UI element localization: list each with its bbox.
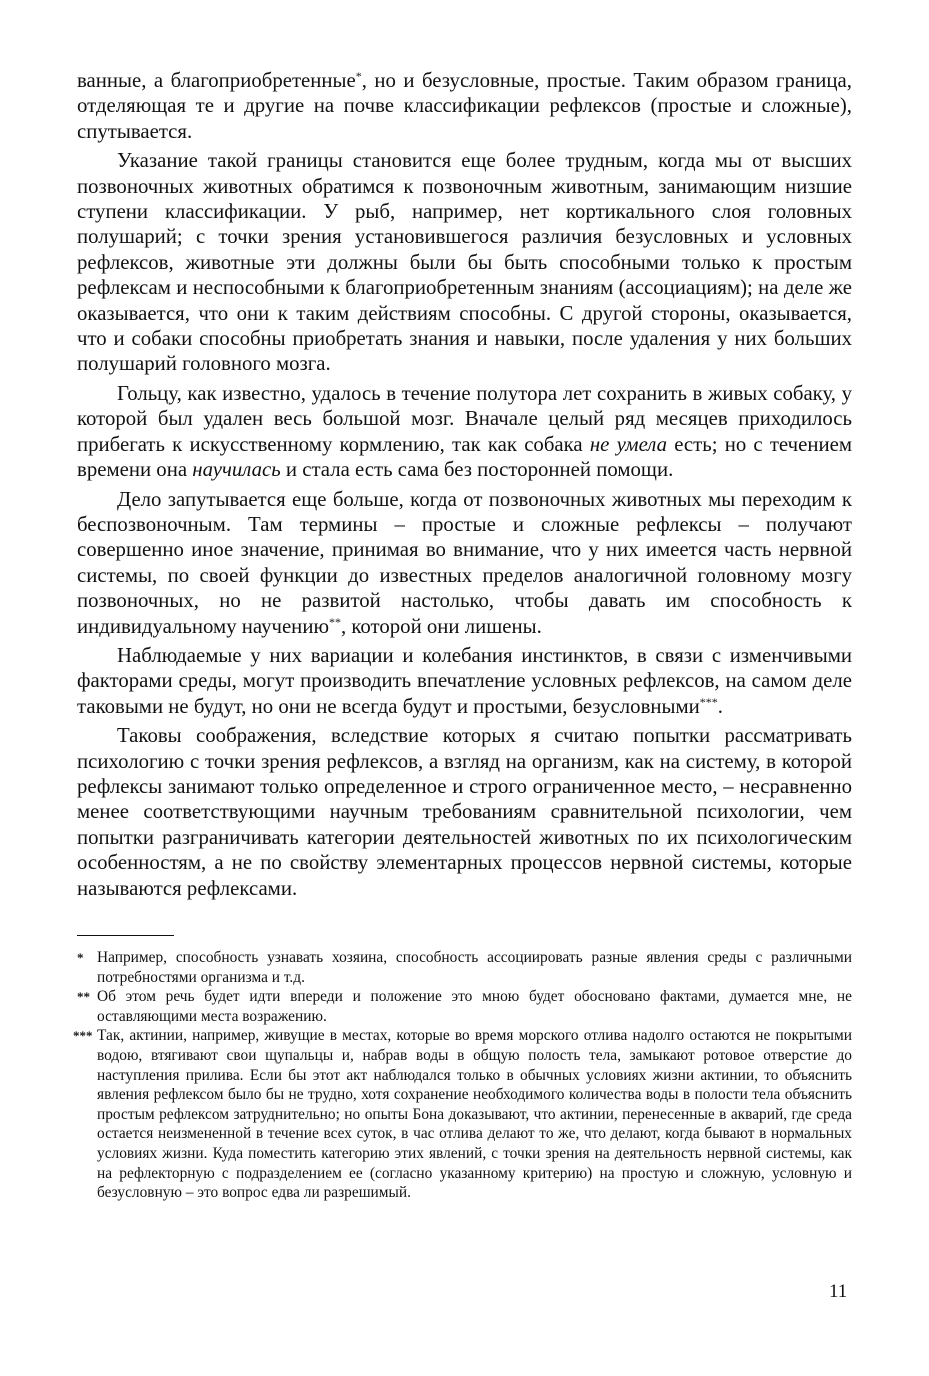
- paragraph-1: [77, 68, 852, 144]
- paragraph-4: [77, 487, 852, 639]
- paragraph-3-emphasis-1: не умела: [589, 432, 667, 456]
- paragraph-4-text-cont: , которой они лишены.: [340, 614, 542, 638]
- footnote-ref-1: *: [355, 69, 362, 83]
- footnote-3-mark: ***: [73, 1028, 93, 1044]
- footnotes: [73, 948, 852, 1203]
- body-text: [77, 68, 852, 901]
- footnote-2-text: Об этом речь будет идти впереди и положение это мною будет обосновано фактами, думается мне, не оставляющими места возражению.: [97, 988, 852, 1025]
- paragraph-3-text-end: и стала есть сама без посторонней помощи.: [280, 458, 674, 482]
- footnote-2-mark: **: [77, 989, 90, 1005]
- paragraph-1-text: ванные, а благоприобретенные: [77, 69, 356, 92]
- paragraph-6: Таковы соображения, вследствие которых я считаю попытки рассматривать психологию с точки зрения рефлексов, а взгляд на организм, как на систему, в которой рефлексы занимают только определенное и строго ограниченное место, – несравненно менее соответствующими научным требованиям сравнительной психологии, чем попытки разграничивать категории деятельностей животных по их психологическим особенностям, а не по свойству элементарных процессов нервной системы, которые называются рефлексами.: [77, 724, 852, 900]
- paragraph-5-text: Наблюдаемые у них вариации и колебания инстинктов, в связи с изменчивыми факторами среды, могут производить впечатление условных рефлексов, на самом деле таковыми не будут, но они не всегда будут и простыми, безусловными: [77, 643, 852, 718]
- footnote-3: [73, 1026, 852, 1202]
- page-number: 11: [829, 1281, 848, 1302]
- footnote-1-text: Например, способность узнавать хозяина, способность ассоциировать разные явления среды с различными потребностями организма и т.д.: [97, 949, 852, 986]
- footnote-separator: [77, 935, 174, 936]
- paragraph-3-text: Гольцу, как известно, удалось в течение полутора лет сохранить в живых собаку, у которой был удален весь большой мозг. Вначале целый ряд месяцев приходилось прибегать к искусственному кормлению, так как собака: [77, 381, 852, 456]
- paragraph-1-text-cont: , но и безусловные, простые. Таким образом граница, отделяющая те и другие на почве классификации рефлексов (простые и сложные), спутывается.: [77, 69, 852, 143]
- paragraph-3-text-cont: есть; но с течением времени она: [77, 432, 852, 482]
- paragraph-3: [77, 381, 852, 483]
- paragraph-2: Указание такой границы становится еще более трудным, когда мы от высших позвоночных животных обратимся к позвоночным животным, занимающим низшие ступени классификации. У рыб, например, нет кортикального слоя головных полушарий; с точки зрения установившегося различия безусловных и условных рефлексов, животные эти должны были бы быть способными только к простым рефлексам и неспособными к благоприобретенным знаниям (ассоциациям); на деле же оказывается, что они к таким действиям способны. С другой стороны, оказывается, что и собаки способны приобретать знания и навыки, после удаления у них больших полушарий головного мозга.: [77, 149, 852, 376]
- footnote-1: [77, 948, 852, 987]
- paragraph-5: [77, 643, 852, 719]
- page-content: [73, 68, 852, 1203]
- footnote-ref-2: **: [328, 614, 341, 629]
- paragraph-3-emphasis-2: научилась: [192, 458, 281, 482]
- footnote-3-text: Так, актинии, например, живущие в местах, которые во время морского отлива надолго остаются не покрытыми водою, втягивают свои щупальцы и, набрав воды в общую полость тела, замыкают ротовое отверстие до наступления прилива. Если бы этот акт наблюдался только в обычных условиях жизни актинии, то объяснить явления рефлексом было бы не трудно, хотя сохранение необходимого количества воды в полости тела объяснить простым рефлексом затруднительно; но опыты Бона доказывают, что актинии, перенесенные в акварий, где среда остается неизмененной в течение всех суток, в час отлива делают то же, что делают, когда бывают в нормальных условиях жизни. Куда поместить категорию этих явлений, с точки зрения на деятельность нервной системы, как на рефлекторную с подразделением ее (согласно указанному критерию) на простую и сложную, условную и безусловную – это вопрос едва ли разрешимый.: [97, 1027, 852, 1202]
- paragraph-5-text-cont: .: [717, 694, 723, 718]
- paragraph-4-text: Дело запутывается еще больше, когда от позвоночных животных мы переходим к беспозвоночным. Там термины – простые и сложные рефлексы – получают совершенно иное значение, принимая во внимание, что у них имеется часть нервной системы, по своей функции до известных пределов аналогичной головному мозгу позвоночных, но не развитой настолько, чтобы давать им способность к индивидуальному научению: [77, 487, 852, 638]
- footnote-ref-3: ***: [699, 694, 718, 709]
- footnote-2: [77, 987, 852, 1026]
- footnote-1-mark: *: [77, 950, 84, 965]
